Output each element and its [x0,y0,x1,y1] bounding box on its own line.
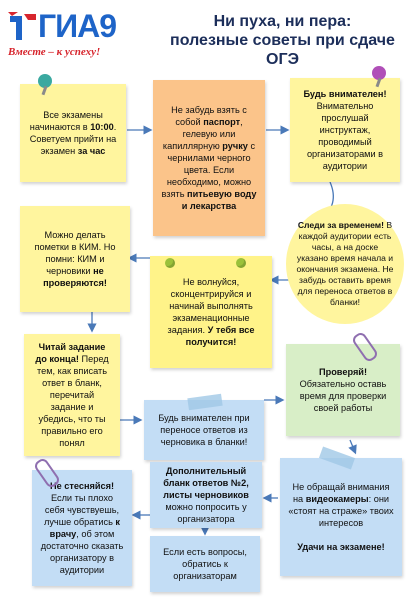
note-text: Не волнуйся, сконцентрируйся и начинай выполнять экзаменационные задания. [167,277,253,335]
note-text: Можно делать пометки в КИМ. Но помни: КИМ и черновики [34,230,116,276]
note-text: Обязательно оставь время для проверки своей работы [299,379,387,413]
note-exam-start [20,84,126,182]
note-text-bold: питьевую воду и лекарства [181,189,257,211]
note-text-bold: Проверяй! [318,367,368,377]
note-text: : они «стоят на страже» твоих интересов [288,494,394,528]
note-text: , об этом достаточно сказать организатору в аудитории [40,529,124,575]
note-dont-hesitate [32,470,132,586]
pushpin-icon [165,258,175,268]
note-text-bold: к врачу [49,517,121,539]
logo-text: ГИА9 [38,8,117,44]
logo-slogan: Вместе – к успеху! [8,46,101,58]
pushpin-icon [372,66,386,80]
note-text-bold: Не стесняйся! [49,481,115,491]
title-line-2: полезные советы при сдаче ОГЭ [170,32,395,68]
note-text-bold: Читай задание до конца! [35,342,106,364]
note-text-bold: Будь внимателен! [303,89,387,99]
note-attention-instruction [290,78,400,182]
note-dont-worry [150,256,272,368]
note-text-bold: паспорт [203,117,241,127]
note-text: с чернилами черного цвета. Если необходимо, можно взять [161,141,256,199]
note-text-bold: ручку [222,141,248,151]
note-text: Перед тем, как вписать ответ в бланк, перечитай задание и убедись, что ты правильно его понял [36,354,109,448]
note-text: Внимательно прослушай инструктаж, проводимый организаторами в аудитории [306,101,384,171]
note-text: можно попросить у организатора [165,502,247,524]
note-text-bold: Дополнительный бланк ответов №2, листы черновиков [163,466,249,500]
note-check-work [286,344,400,436]
note-watch-time [286,204,404,324]
note-text-bold: не проверяются! [43,266,107,288]
note-additional-blank [150,462,262,528]
gia9-logo [6,6,156,64]
note-draft-marks [20,206,130,312]
note-text: Не обращай внимания на [292,482,390,504]
pushpin-icon [236,258,246,268]
logo-emblem-icon [6,10,40,44]
note-cameras [280,458,402,576]
note-good-luck: Удачи на экзамене! [297,542,385,552]
note-what-to-bring [153,80,265,236]
note-text: Не забудь взять с собой [171,105,247,127]
note-text: Все экзамены начинаются в [29,110,103,132]
arrow [350,440,355,452]
note-transfer-answers [144,400,264,460]
note-text: В каждой аудитории есть часы, а на доске указано время начала и окончания экзамена. Не забудь оставить время для переноса ответов в бланки! [296,220,394,307]
note-ask-organizers [150,536,260,592]
title-line-1: Ни пуха, ни пера: [213,13,352,30]
note-text: , гелевую или капиллярную [162,117,243,151]
note-text: . Советуем прийти на экзамен [29,122,117,156]
note-read-fully [24,334,120,456]
note-text-bold: видеокамеры [305,494,369,504]
note-text: Если есть вопросы, обратись к организаторам [163,547,247,581]
note-text-bold: У тебя все получится! [185,325,255,347]
note-text-bold: Следи за временем! [297,220,385,230]
note-text: Будь внимателен при переносе ответов из черновика в бланки! [158,413,250,447]
note-text-bold: за час [77,146,106,156]
page-title [160,12,405,69]
pushpin-icon [38,74,52,88]
note-text-bold: 10:00 [90,122,114,132]
note-text: Если ты плохо себя чувствуешь, лучше обратись [43,493,120,527]
